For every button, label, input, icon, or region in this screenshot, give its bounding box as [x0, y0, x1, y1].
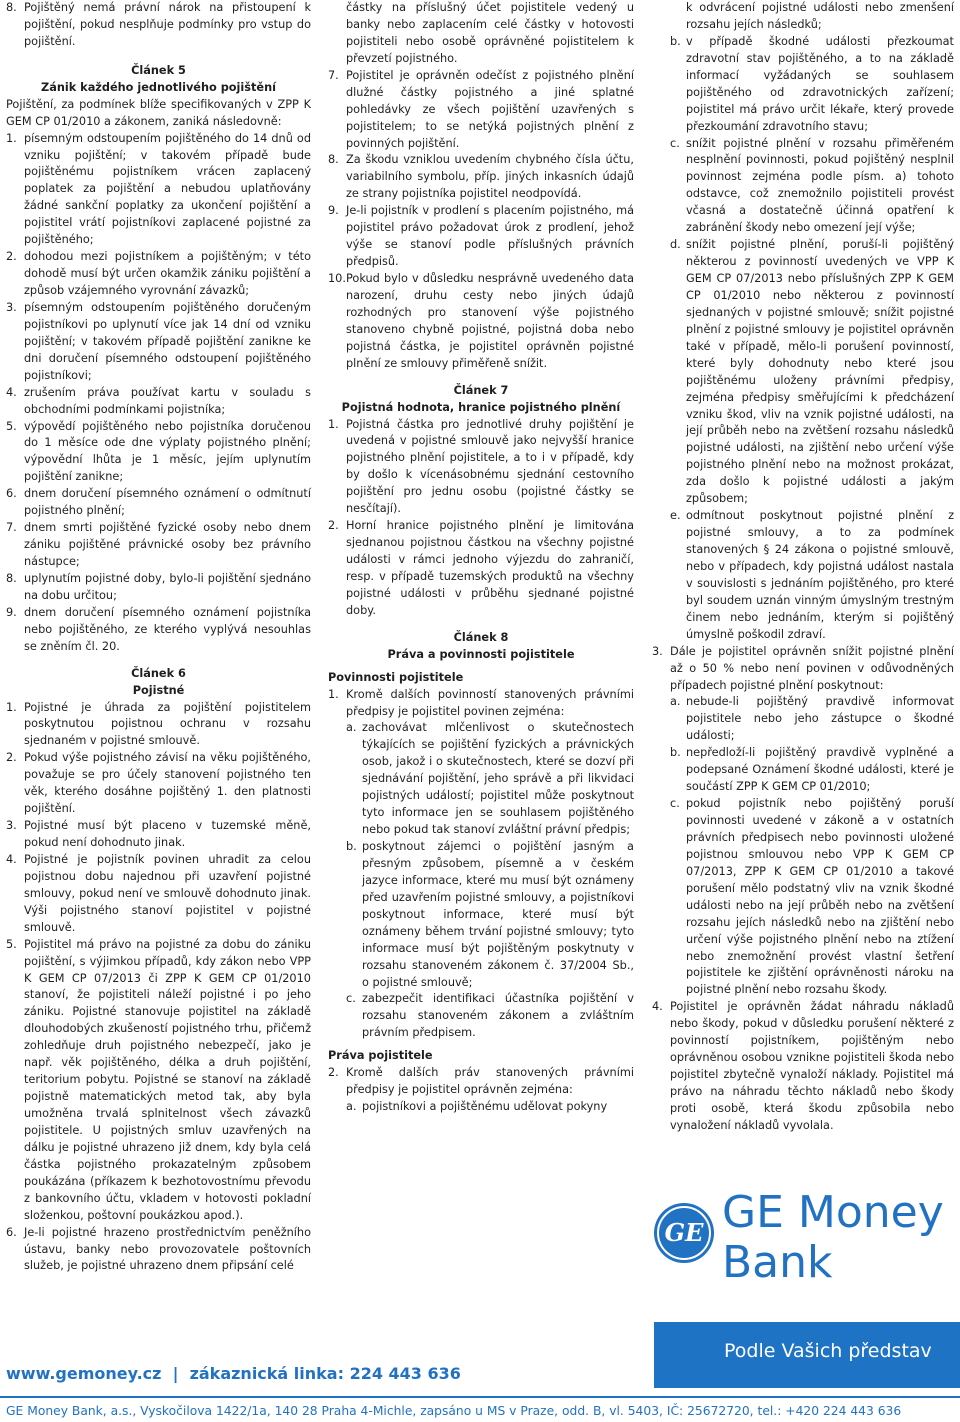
item-number: 5.: [6, 937, 17, 951]
list-item: [6, 486, 311, 520]
item-text: v případě škodné události přezkoumat zdravotní stav pojištěného, a to na základě informací vyžádaných se souhlasem pojištěného od zdravotnických zařízení; pojistitel má právo určit lékaře, který provede přezkoumání zdravotního stavu;: [686, 34, 954, 133]
list-item: [328, 203, 634, 271]
item-number: 9.: [328, 204, 339, 218]
item-text: Pojistitel má právo na pojistné za dobu do zániku pojištění, s výjimkou případů, kdy zákon nebo VPP K GEM CP 07/2013 či ZPP K GEM CP 01/2010 stanoví, že pojistiteli náleží pojistné i po jeho zániku. Pojistné stanovuje pojistitel na základě dlouhodobých zkušeností pojistného trhu, přičemž zohledňuje druh pojistného nebezpečí, jako je např. věk pojištěného, délka a druh pojištění, teritorium pobytu. Pojistné se stanoví na základě pojistně matematických metod tak, aby byla umožněna trvalá splnitelnost všech závazků pojistitele. U pojistných smluv uzavřených na dálku je pojistné uhrazeno již dnem, kdy byla celá částka pojistného prokazatelným způsobem poukázána (příkazem k bezhotovostnímu převodu z bankovního účtu, vkladem v hotovosti pokladní složenkou, poštovní poukázkou apod.).: [24, 937, 311, 1222]
item-number: 3.: [6, 819, 17, 833]
sub-item: [670, 796, 954, 999]
list-item: [6, 300, 311, 385]
item-text: Pojistné musí být placeno v tuzemské měně, pokud není dohodnuto jinak.: [24, 819, 311, 849]
list-item: [6, 937, 311, 1225]
item-number: 6.: [6, 487, 17, 501]
column-left: [6, 0, 311, 1275]
article-7-list: [328, 417, 634, 620]
sub-item: [670, 694, 954, 745]
item-number: 3.: [652, 644, 663, 658]
list-item: [6, 700, 311, 751]
sub-item: [670, 237, 954, 508]
item-number: 9.: [6, 605, 17, 619]
slogan-band: [654, 1322, 960, 1388]
list-item: [328, 152, 634, 203]
item-number: a.: [346, 721, 357, 735]
item-number: 4.: [6, 852, 17, 866]
sub-item: [670, 745, 954, 796]
article-intro: Pojištění, za podmínek blíže specifikovaných v ZPP K GEM CP 01/2010 a zákonem, zaniká následovně:: [6, 97, 311, 128]
article-title: Pojistné: [132, 683, 185, 697]
item-number: b.: [670, 34, 681, 48]
item-text: Pojištěný nemá právní nárok na přistoupení k pojištění, pokud nesplňuje podmínky pro vstup do pojištění.: [24, 1, 311, 48]
item-number: a.: [346, 1100, 357, 1114]
item-text: písemným odstoupením pojištěného doručeným pojistníkovi po uplynutí více jak 14 dní od vzniku pojištění; v takovém případě pojištění zanikne ke dni doručení písemného odstoupení pojištěného pojistníkovi;: [24, 300, 311, 382]
item-text: pokud pojistník nebo pojištěný poruší povinnosti uvedené v zákoně a v ostatních právních předpisech nebo povinnosti uložené pojistnou smlouvou nebo VPP K GEM CP 07/2013, ZPP K GEM CP 01/2010 a takové porušení mělo podstatný vliv na vznik škodné události nebo na její průběh nebo na zvětšení rozsahu jejích následků nebo na zjištění nebo určení výše pojistného plnění nebo na ztížení nebo znemožnění provést vlastní šetření pojistitele ke zjištění oprávněnosti nároku na pojistné plnění nebo rozsahu škody.: [686, 797, 954, 997]
item-text: dnem doručení písemného oznámení o odmítnutí pojistného plnění;: [24, 487, 311, 518]
list-item: [328, 271, 634, 373]
item-text: Dále je pojistitel oprávněn snížit pojistné plnění až o 50 % nebo není povinen v odůvodněných případech pojistné plnění poskytnout:: [670, 644, 954, 692]
list-item: [328, 1065, 634, 1099]
item-number: a.: [670, 695, 681, 709]
brand-line-2: Bank: [722, 1237, 833, 1288]
item-number: 8.: [328, 153, 339, 167]
list-item: [6, 0, 311, 51]
sub-item: [346, 720, 634, 839]
item-number: 10.: [328, 272, 346, 285]
continued-text: k odvrácení pojistné události nebo zmenšení rozsahu jejích následků;: [686, 1, 954, 31]
item-text: nepředloží-li pojištěný pravdivě vyplněné a podepsané Oznámení škodné události, které je součástí ZPP K GEM CP 01/2010;: [686, 746, 954, 794]
item-number: 8.: [6, 1, 17, 14]
item-number: 2.: [328, 1066, 339, 1080]
item-number: 8.: [6, 571, 17, 585]
footer-text: GE Money Bank, a.s., Vyskočilova 1422/1a, 140 28 Praha 4-Michle, zapsáno u MS v Praze, odd. B, vl. 5403, IČ: 25672720, tel.: +420 224 443 636: [6, 1404, 902, 1418]
item-text: zabezpečit identifikaci účastníka pojištění v rozsahu stanoveném zákonem a zvláštním právním předpisem.: [362, 992, 634, 1040]
sub-item: [346, 1099, 634, 1116]
section-heading: Povinnosti pojistitele: [328, 670, 464, 684]
contact-line[interactable]: www.gemoney.cz | zákaznická linka: 224 443 636: [6, 1364, 461, 1383]
footer-divider: [0, 1396, 960, 1398]
item-text: Pokud bylo v důsledku nesprávně uvedeného data narození, druhu cesty nebo jiných údajů rozhodných pro stanovení výše pojistného stanoveno chybně pojistné, pojistná doba nebo pojistná částka, je pojistitel oprávněn pojistné plnění ze smlouvy přiměřeně snížit.: [346, 272, 634, 370]
item-number: e.: [670, 509, 681, 523]
item-text: Pojistitel je oprávněn odečíst z pojistného plnění dlužné částky pojistného a jiné splatné pohledávky ze všech pojištění uzavřených s pojistitelem; to se netýká pojistných plnění z povinných pojištění.: [346, 68, 634, 150]
article-6-list: [6, 700, 311, 1276]
sub-item: [670, 136, 954, 238]
continued-text: částky na příslušný účet pojistitele vedený u banky nebo zaplacením celé částky v hotovosti pojistiteli nebo osobě oprávněné pojistitelem k převzetí pojistného.: [346, 1, 634, 65]
article-5-list: [6, 131, 311, 656]
list-item: [6, 750, 311, 818]
item-text: dohodou mezi pojistníkem a pojištěným; v této dohodě musí být určen okamžik zániku pojištění a způsob vzájemného vyrovnání závazků;: [24, 250, 311, 297]
sub-item: [346, 839, 634, 991]
article-heading: Článek 7: [453, 383, 509, 397]
brand-name: [722, 1188, 944, 1288]
article-heading: Článek 5: [131, 63, 186, 77]
item-text: Za škodu vzniklou uvedením chybného čísla účtu, variabilního symbolu, příp. jiných inkasních údajů ze strany pojistníka pojistitel neodpovídá.: [346, 153, 634, 201]
sub-list: [652, 694, 954, 999]
item-number: 6.: [6, 1225, 17, 1239]
list-item: [652, 999, 954, 1135]
list-item: [6, 571, 311, 605]
article-title: Pojistná hodnota, hranice pojistného plnění: [341, 400, 621, 414]
item-text: zrušením práva používat kartu v souladu s obchodními podmínkami pojistníka;: [24, 385, 311, 416]
item-text: pojistníkovi a pojištěnému udělovat pokyny: [362, 1100, 608, 1114]
article-heading: Článek 6: [131, 666, 186, 680]
svg-text:GE: GE: [664, 1218, 704, 1247]
column-middle: [328, 0, 634, 1116]
list-item: [328, 417, 634, 519]
item-number: c.: [670, 136, 680, 150]
slogan-text: Podle Vašich představ: [724, 1340, 932, 1362]
item-text: Horní hranice pojistného plnění je limitována sjednanou pojistnou částkou na všechny pojistné události v rámci jednoho výjezdu do zahraničí, resp. v případě tuzemských produktů na všechny pojistné události v průběhu sjednané pojistné doby.: [346, 519, 634, 617]
list-item: [6, 131, 311, 250]
item-number: 7.: [6, 521, 17, 535]
list-item: [6, 419, 311, 487]
article-6-list-cont: [328, 68, 634, 373]
ge-monogram-icon: [652, 1201, 716, 1265]
item-number: 3.: [6, 300, 17, 314]
column-right: [652, 0, 954, 1135]
list-item: [328, 687, 634, 721]
item-text: odmítnout poskytnout pojistné plnění z pojistné smlouvy, a to za podmínek stanovených § 24 zákona o pojistné smlouvě, nebo v případech, kdy pojistná událost nastala v souvislosti s jednáním pojištěného, pro které byl soudem uznán vinným úmyslným trestným činem nebo jednáním, kterým si pojištěný úmyslně poškodil zdraví.: [686, 509, 954, 641]
item-number: b.: [346, 840, 357, 853]
sub-list: [328, 1099, 634, 1116]
item-number: 2.: [328, 519, 339, 533]
item-number: 1.: [328, 417, 339, 431]
article-title: Práva a povinnosti pojistitele: [387, 647, 575, 661]
sub-item: [670, 508, 954, 644]
item-number: c.: [346, 992, 356, 1006]
item-text: Kromě dalších povinností stanovených právními předpisy je pojistitel povinen zejména:: [346, 687, 634, 718]
list-item: [6, 852, 311, 937]
item-text: snížit pojistné plnění, poruší-li pojištěný některou z povinností uvedených ve VPP K GEM CP 07/2013 nebo příslušných ZPP K GEM CP 01/2010 nebo některou z povinností sjednaných v pojistné smlouvě; snížit pojistné plnění z pojistné smlouvy je pojistitel oprávněn také v případě, mělo-li porušení povinností, které byly dohodnuty nebo které jsou pojištěnému uloženy právními předpisy, zejména předpisy směřujícími k předcházení vzniku škod, vliv na vznik pojistné události, na její průběh nebo na zvětšení rozsahu následků pojistné události, na zjištění nebo určení výše pojistného plnění nebo na možnost prokázat, zda došlo k pojistné události a jakým způsobem;: [686, 238, 954, 506]
sub-item: [346, 991, 634, 1042]
item-number: 4.: [652, 1000, 663, 1014]
sub-list: [652, 34, 954, 644]
item-text: uplynutím pojistné doby, bylo-li pojištění sjednáno na dobu určitou;: [24, 571, 311, 602]
item-number: c.: [670, 797, 680, 811]
sub-list: [328, 720, 634, 1042]
item-number: 4.: [6, 385, 17, 399]
item-number: b.: [670, 746, 681, 760]
article-heading: Článek 8: [453, 630, 509, 644]
item-number: 1.: [6, 131, 17, 145]
item-text: zachovávat mlčenlivost o skutečnostech týkajících se pojištění fyzických a právnických osob, jakož i o skutečnostech, které se dozví při sjednávání pojištění, jeho správě a při likvidaci pojistných událostí; pojistitel může poskytnout tyto informace jen se souhlasem pojištěného nebo pokud tak stanoví zvláštní právní předpis;: [362, 721, 634, 837]
list-item: [6, 1225, 311, 1276]
item-text: výpovědí pojištěného nebo pojistníka doručenou do 1 měsíce ode dne výplaty pojistného plnění; výpovědní lhůta je 1 měsíc, jejím uplynutím pojištění zanikne;: [24, 419, 311, 484]
item-number: 1.: [328, 687, 339, 701]
item-text: Je-li pojistník v prodlení s placením pojistného, má pojistitel právo požadovat úrok z prodlení, jehož výše se stanoví podle příslušných právních předpisů.: [346, 204, 634, 269]
list-item: [6, 520, 311, 571]
item-text: Pojistná částka pro jednotlivé druhy pojištění je uvedená v pojistné smlouvě jako nejvyšší hranice pojistného plnění pojistitele, a to i v případě, kdy by došlo k vícenásobnému sjednání cestovního pojištění pro jednu osobu (pojistné částky se nesčítají).: [346, 417, 634, 516]
list-item: [652, 644, 954, 695]
item-text: písemným odstoupením pojištěného do 14 dnů od vzniku pojištění; v takovém případě bude pojištěnému pojistníkem vrácen zaplacený poplatek za pojištění a nebudou uplatňovány žádné sankční poplatky za ukončení pojištění a pojistitel vrátí pojistníkovi zaplacené pojistné za pojištěného;: [24, 131, 311, 247]
item-number: 7.: [328, 68, 339, 82]
item-text: Pojistné je pojistník povinen uhradit za celou pojistnou dobu najednou při uzavření pojistné smlouvy, pokud není ve smlouvě dohodnuto jinak. Výši pojistného stanoví pojistitel v pojistné smlouvě.: [24, 852, 311, 934]
item-text: Kromě dalších práv stanovených právními předpisy je pojistitel oprávněn zejména:: [346, 1066, 634, 1097]
item-number: 2.: [6, 751, 17, 765]
list-item: [6, 605, 311, 656]
item-text: Pokud výše pojistného závisí na věku pojištěného, považuje se pro účely stanovení pojistného ten věk, kterého dosáhne pojištěný 1. den platnosti pojištění.: [24, 751, 311, 816]
list-item: [328, 518, 634, 620]
item-text: Pojistné je úhrada za pojištění pojistitelem poskytnutou pojistnou ochranu v rozsahu sjednaném v pojistné smlouvě.: [24, 700, 311, 748]
item-text: snížit pojistné plnění v rozsahu přiměřeném nesplnění povinnosti, pokud pojištěný nesplnil povinnost zejména podle písm. a) tohoto odstavce, což znemožnilo pojistiteli provést včasná a dostatečně účinná opatření k zabránění škody nebo omezení její výše;: [686, 136, 954, 235]
item-text: dnem doručení písemného oznámení pojistníka nebo pojištěného, ze kterého vyplývá nesouhlas se zněním čl. 20.: [24, 605, 311, 653]
item-text: poskytnout zájemci o pojištění jasným a přesným způsobem, písemně a v českém jazyce informace, které mu musí být oznámeny před uzavřením pojistné smlouvy, a pojistníkovi poskytnout informace, které musí být oznámeny během trvání pojistné smlouvy; tyto informace musí být pojištěným poskytnuty v rozsahu stanoveném zákonem č. 37/2004 Sb., o pojistné smlouvě;: [362, 840, 634, 989]
item-text: Pojistitel je oprávněn žádat náhradu nákladů nebo škody, pokud v důsledku porušení některé z povinností pojistníkem, pojištěným nebo oprávněnou osobou vznikne pojistiteli škoda nebo pojistitel zbytečně vynaloží náklady. Pojistitel má právo na náhradu těchto nákladů nebo škody proti osobě, která škodu způsobila nebo vynaložení nákladů vyvolala.: [670, 1000, 954, 1132]
item-text: nebude-li pojištěný pravdivě informovat pojistitele nebo jeho zástupce o škodné události;: [686, 695, 954, 743]
item-number: 5.: [6, 419, 17, 433]
item-text: Je-li pojistné hrazeno prostřednictvím peněžního ústavu, banky nebo provozovatele poštovních služeb, je pojistné uhrazeno dnem připsání celé: [24, 1225, 311, 1273]
item-number: d.: [670, 238, 681, 252]
section-heading: Práva pojistitele: [328, 1049, 433, 1063]
list-item: [6, 818, 311, 852]
brand-line-1: GE Money: [722, 1187, 944, 1238]
list-item: [6, 385, 311, 419]
sub-item: [670, 34, 954, 136]
list-item: [6, 249, 311, 300]
article-title: Zánik každého jednotlivého pojištění: [41, 80, 276, 94]
list-item: [328, 68, 634, 153]
item-number: 1.: [6, 700, 17, 714]
item-text: dnem smrti pojištěné fyzické osoby nebo dnem zániku pojištěné právnické osoby bez právního nástupce;: [24, 521, 311, 568]
item-number: 2.: [6, 250, 17, 264]
